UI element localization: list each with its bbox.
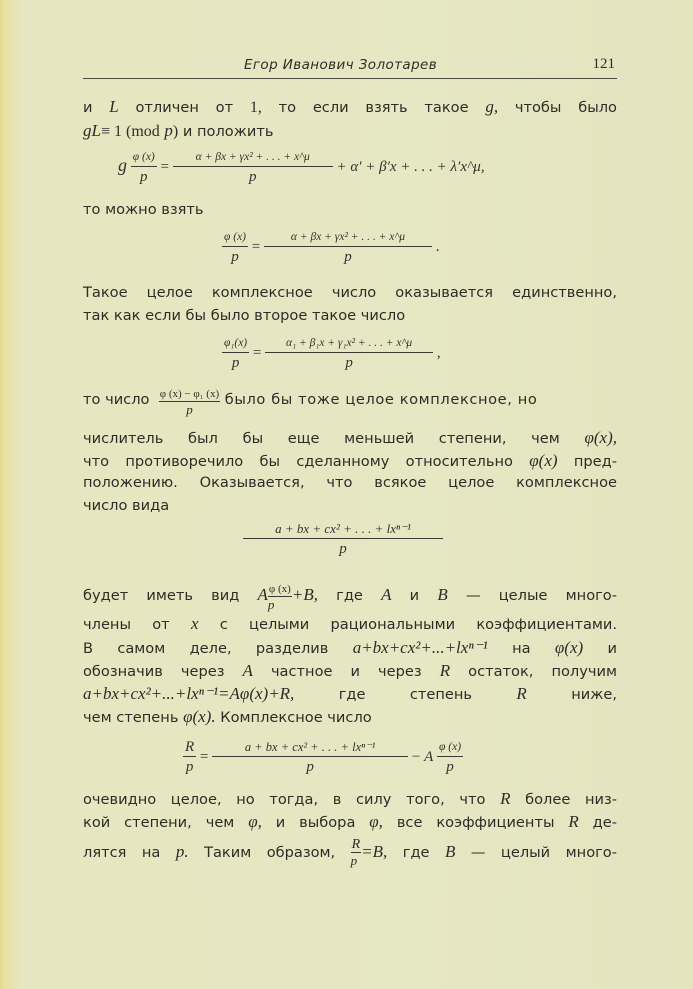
text-line-11: будет иметь вид A $\frac{\varphi (x)}{p}$ +B, где A и B — целые много- <box>83 583 617 612</box>
text-line-5: так как если бы было второе такое число <box>83 307 406 324</box>
formula-3: $\frac{\text{φ₁(x)}}{p}$ = $\frac{\text{α₁ + β₁x + γ₁x² + . . . + x\textasciicircum{}μ}}{p}$ , <box>222 334 441 373</box>
page-number: 121 <box>592 56 615 72</box>
header-title: Егор Иванович Золотарев <box>244 57 438 73</box>
text-line-4: Такое целое комплексное число оказывается единственно, <box>83 284 617 301</box>
text-line-12: члены от x с целыми рациональными коэффициентами. <box>83 614 618 633</box>
formula-7: $\frac{R}{p}$ = $\frac{\text{a + bx + cx² + . . . + lxⁿ⁻¹}}{p}$ − A $\frac{\varphi (x)}{p}$ <box>185 739 462 775</box>
text-line-1: и L отличен от 1, то если взять такое g, чтобы было <box>83 97 617 116</box>
text-line-13: В самом деле, разделив a+bx+cx²+...+lxⁿ⁻¹ на φ(x) и <box>83 638 618 657</box>
text-line-2: gL≡ 1 (mod p) и положить <box>83 121 274 140</box>
text-line-15: a+bx+cx²+...+lxⁿ⁻¹=Aφ(x)+R, где степень R ниже, <box>83 684 618 703</box>
text-line-16: чем степень φ(x). Комплексное число <box>83 707 372 726</box>
text-line-19: лятся на p. Таким образом, $\frac{R}{p}$ =B, где B — целый много- <box>83 837 617 868</box>
text-line-8: что противоречило бы сделанному относительно φ(x) пред- <box>83 451 618 470</box>
formula-1: g $\frac{\varphi (x)}{p}$ = $\frac{\text{α + βx + γx² + . . . + x\textasciicircum{}μ}}{p}$ + α′ + β′x + . . . + λ′x^μ, <box>118 148 485 187</box>
formula-5: $\frac{\text{a + bx + cx² + . . . + lxⁿ⁻¹}}{p}$ <box>243 520 443 559</box>
text-line-14: обозначив через A частное и через R остаток, получим <box>83 661 618 680</box>
running-header <box>83 52 617 79</box>
text-line-7: числитель был бы еще меньшей степени, чем φ(x), <box>83 428 617 447</box>
text-line-18: кой степени, чем φ, и выбора φ, все коэффициенты R де- <box>83 812 617 831</box>
inline-fraction: $\frac{\text{φ (x) − φ₁ (x)}}{p}$ <box>159 388 220 417</box>
text-line-10: число вида <box>83 497 170 514</box>
text-line-3: то можно взять <box>83 201 204 218</box>
text-line-9: положению. Оказывается, что всякое целое комплексное <box>83 474 617 491</box>
text-line-6: то число $\frac{\text{φ (x) − φ₁ (x)}}{p}$ было бы тоже целое комплексное, но <box>83 388 538 417</box>
text-line-17: очевидно целое, но тогда, в силу того, что R более низ- <box>83 789 618 808</box>
formula-2: $\frac{\varphi (x)}{p}$ = $\frac{\text{α + βx + γx² + . . . + x\textasciicircum{}μ}}{p}$ . <box>222 228 439 267</box>
